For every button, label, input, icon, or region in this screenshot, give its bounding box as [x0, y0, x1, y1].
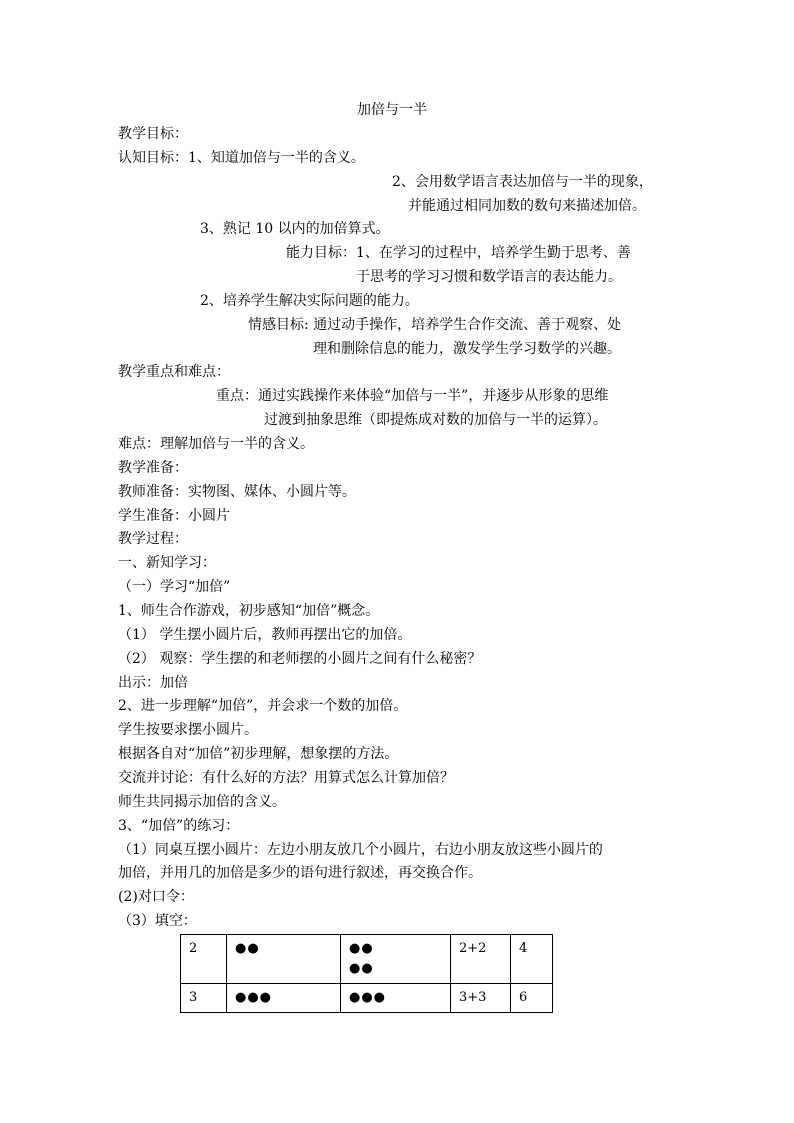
text-line: （3）填空：: [118, 913, 197, 929]
doubled-dots-cell: [341, 935, 451, 984]
dot-group: ●●●: [349, 990, 387, 1005]
expression-cell: 2+2: [451, 935, 511, 984]
text-line: （一）学习“加倍”: [118, 579, 231, 595]
text-line: 2、会用数学语言表达加倍与一半的现象，: [392, 174, 653, 190]
text-line: 难点：理解加倍与一半的含义。: [118, 436, 314, 452]
text-line: 一、新知学习：: [118, 555, 216, 571]
text-line: （1）同桌互摆小圆片：左边小朋友放几个小圆片，右边小朋友放这些小圆片的: [118, 842, 603, 858]
text-line: 学生准备：小圆片: [118, 508, 230, 524]
dots-cell: [227, 935, 341, 984]
text-line: 2、进一步理解“加倍”，并会求一个数的加倍。: [118, 698, 408, 714]
section-heading-process: 教学过程：: [118, 531, 188, 547]
number-cell: 3: [181, 984, 227, 1013]
text-line: 情感目标: 通过动手操作，培养学生合作交流、善于观察、处: [248, 317, 622, 333]
result-cell: 6: [511, 984, 553, 1013]
text-line: （2） 观察：学生摆的和老师摆的小圆片之间有什么秘密？: [118, 651, 482, 667]
dots-cell: [227, 984, 341, 1013]
fill-in-table: [180, 934, 553, 1013]
number-cell: 2: [181, 935, 227, 984]
doubled-dots-cell: [341, 984, 451, 1013]
text-line: 于思考的学习习惯和数学语言的表达能力。: [356, 269, 622, 285]
text-line: 1、师生合作游戏，初步感知“加倍”概念。: [118, 603, 380, 619]
section-heading-objectives: 教学目标：: [118, 126, 188, 142]
text-line: 3、“加倍”的练习：: [118, 818, 240, 834]
text-line: 3、熟记 10 以内的加倍算式。: [200, 221, 390, 237]
dot-group: ●●●: [235, 990, 273, 1005]
text-line: 并能通过相同加数的数句来描述加倍。: [408, 198, 646, 214]
text-line: 认知目标：1、知道加倍与一半的含义。: [118, 150, 365, 166]
dot-group: ●●: [349, 941, 374, 956]
text-line: 理和删除信息的能力，激发学生学习数学的兴趣。: [313, 341, 621, 357]
text-line: 学生按要求摆小圆片。: [118, 722, 258, 738]
text-line: 加倍，并用几的加倍是多少的语句进行叙述，再交换合作。: [118, 865, 482, 881]
text-line: 根据各自对“加倍”初步理解，想象摆的方法。: [118, 746, 399, 762]
expression-cell: 3+3: [451, 984, 511, 1013]
text-line: 2、培养学生解决实际问题的能力。: [200, 293, 419, 309]
page-title: 加倍与一半: [357, 102, 427, 118]
section-heading-preparation: 教学准备：: [118, 460, 188, 476]
text-line: （1） 学生摆小圆片后，教师再摆出它的加倍。: [118, 627, 412, 643]
result-cell: 4: [511, 935, 553, 984]
table-row: [181, 984, 553, 1013]
text-line: 过渡到抽象思维（即提炼成对数的加倍与一半的运算）。: [264, 412, 607, 428]
text-line: 能力目标：1、在学习的过程中，培养学生勤于思考、善: [286, 245, 631, 261]
table-row: [181, 935, 553, 984]
text-line: 交流并讨论：有什么好的方法？用算式怎么计算加倍？: [118, 770, 454, 786]
dot-group: ●●: [235, 941, 260, 956]
text-line: 出示：加倍: [118, 675, 188, 691]
text-line: 重点：通过实践操作来体验“加倍与一半”，并逐步从形象的思维: [216, 388, 609, 404]
section-heading-key-points: 教学重点和难点：: [118, 364, 230, 380]
text-line: 师生共同揭示加倍的含义。: [118, 794, 286, 810]
text-line: (2)对口令：: [118, 889, 194, 905]
dot-group: ●●: [349, 961, 374, 976]
text-line: 教师准备：实物图、媒体、小圆片等。: [118, 484, 356, 500]
